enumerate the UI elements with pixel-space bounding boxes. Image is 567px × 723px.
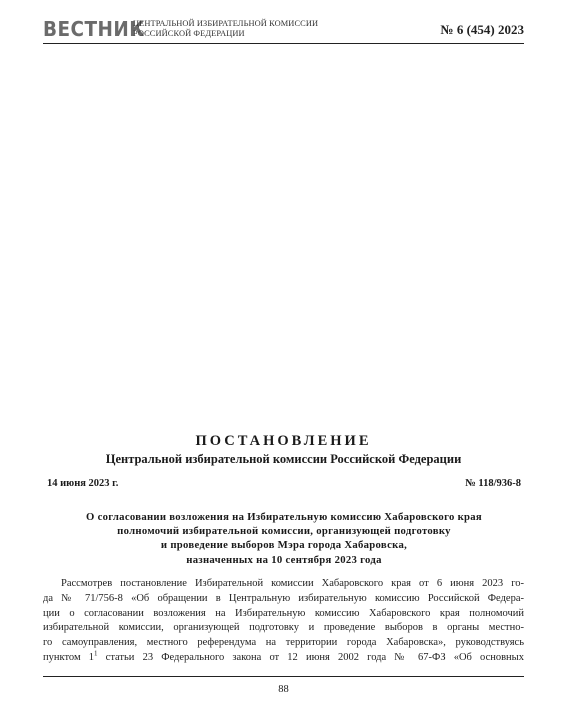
body-line-last (43, 651, 524, 666)
page-number: 88 (278, 684, 289, 695)
document-body (43, 577, 524, 666)
issue-number: № 6 (454) 2023 (440, 22, 524, 37)
org-line-1: ЦЕНТРАЛЬНОЙ ИЗБИРАТЕЛЬНОЙ КОМИССИИ (133, 19, 319, 28)
heading-line: полномочий избирательной комиссии, организующей подготовку (117, 525, 451, 538)
page-header (43, 18, 524, 44)
document-heading (40, 510, 528, 567)
superscript: 1 (94, 649, 98, 658)
body-line: избирательной комиссии, организующей подготовку и проведение выборов в органы местно- (43, 622, 524, 634)
body-line: Рассмотрев постановление Избирательной комиссии Хабаровского края от 6 июня 2023 го- (61, 578, 524, 589)
heading-line: и проведение выборов Мэра города Хабаровска, (160, 539, 408, 552)
heading-line: О согласовании возложения на Избирательную комиссию Хабаровского края (86, 511, 482, 523)
document-title: ПОСТАНОВЛЕНИЕ (195, 433, 372, 449)
header-divider (43, 43, 524, 44)
document-number: № 118/936-8 (465, 478, 521, 489)
body-line: ции о согласовании возложения на Избирательную комиссию Хабаровского края полномочий (43, 607, 524, 619)
document-subtitle: Центральной избирательной комиссии Российской Федерации (105, 452, 462, 466)
document-date: 14 июня 2023 г. (47, 478, 119, 489)
body-text: статьи 23 Федерального закона от 12 июня 2002 года № 67-ФЗ «Об основных (97, 651, 524, 663)
journal-logo: ВЕСТНИК (43, 17, 145, 41)
heading-line: назначенных на 10 сентября 2023 года (186, 553, 382, 566)
org-line-2: РОССИЙСКОЙ ФЕДЕРАЦИИ (133, 29, 245, 38)
body-text: пунктом 1 (43, 651, 94, 663)
body-line: го самоуправления, местного референдума на территории города Хабаровска», руководствуясь (43, 637, 524, 649)
body-line: да № 71/756-8 «Об обращении в Центральную избирательную комиссию Российской Федера- (43, 592, 524, 604)
footer-divider (43, 676, 524, 677)
journal-org-name (133, 19, 318, 39)
